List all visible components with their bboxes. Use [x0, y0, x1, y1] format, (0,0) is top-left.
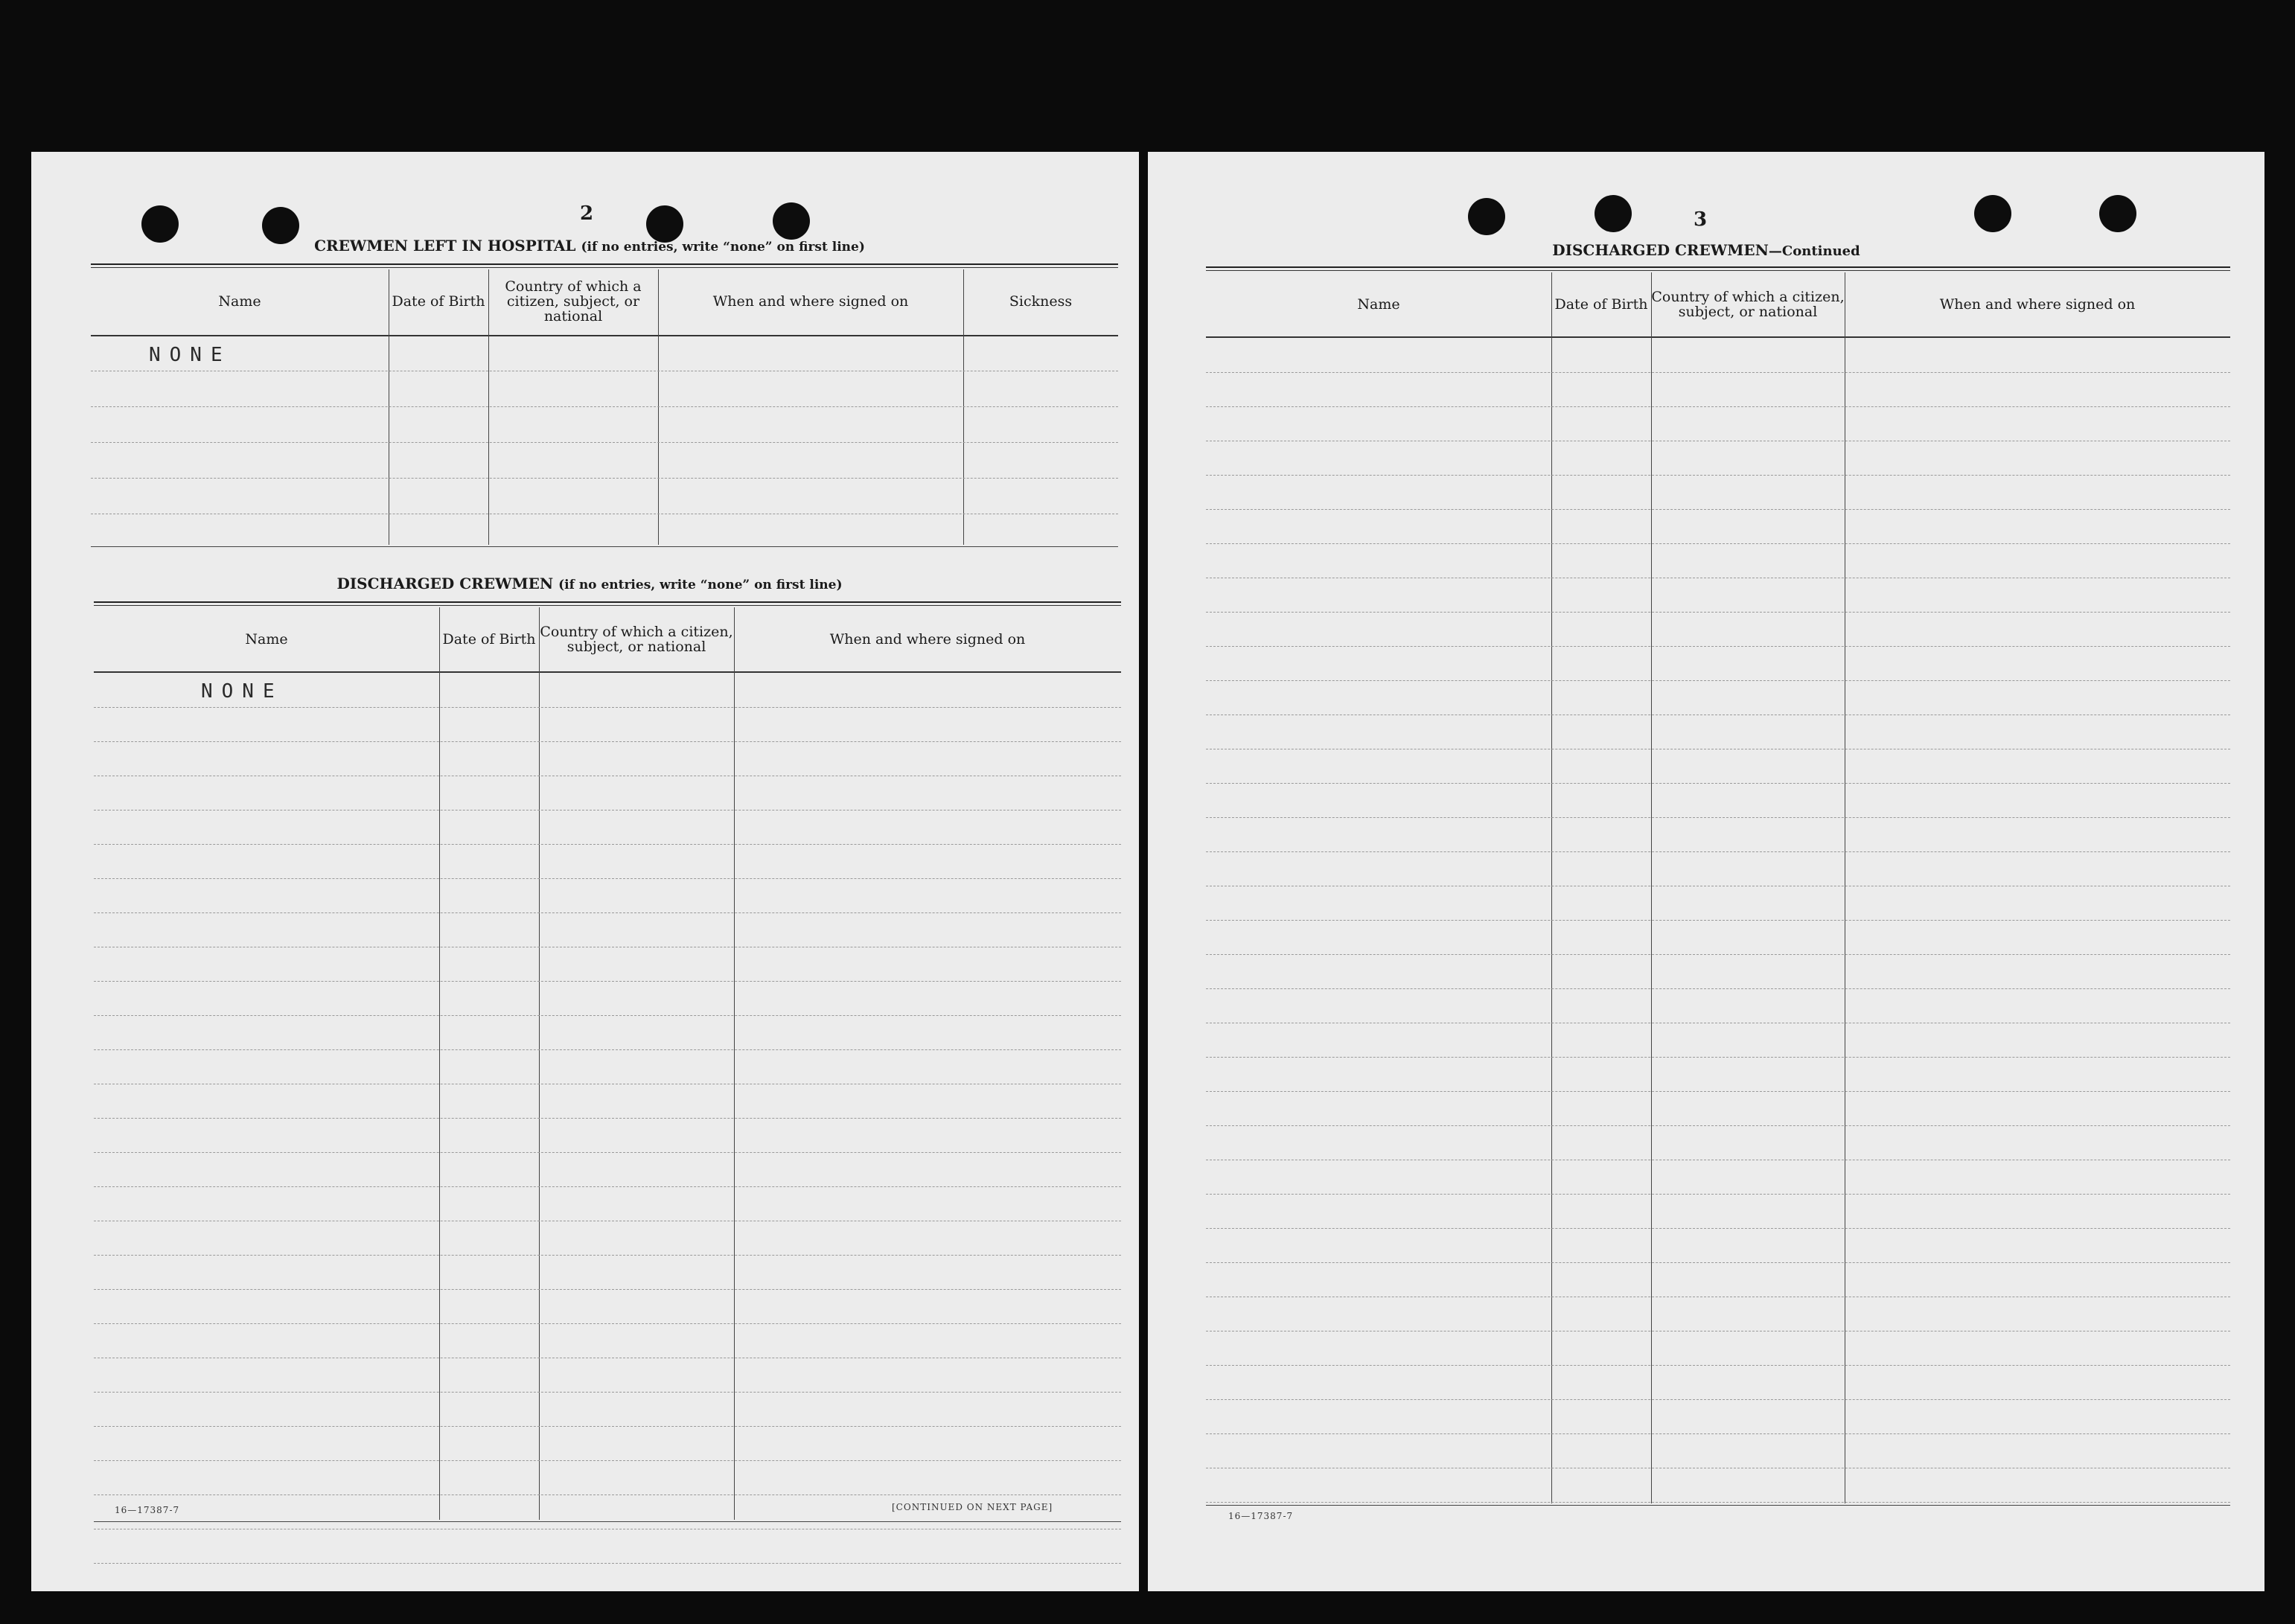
table-row [94, 810, 1121, 811]
table-row [1206, 406, 2230, 407]
page-number: 2 [579, 202, 594, 225]
discharged-continued-title [1408, 241, 2004, 259]
table-row [1206, 680, 2230, 681]
column-divider [439, 607, 440, 1520]
table-row [94, 1460, 1121, 1461]
table-row [94, 707, 1121, 708]
table-top-rule [1206, 266, 2230, 268]
table-row [1206, 1262, 2230, 1263]
table-row [94, 1152, 1121, 1153]
table-row [94, 981, 1121, 982]
table-row [1206, 1502, 2230, 1503]
header-rule [1206, 336, 2230, 338]
punch-hole [1595, 195, 1632, 232]
hospital-section-title [255, 237, 925, 255]
table-row [1206, 817, 2230, 818]
right-page [1148, 152, 2264, 1591]
table-row [1206, 1433, 2230, 1434]
table-row [1206, 1194, 2230, 1195]
col-header-name: Name [245, 631, 288, 648]
table-row [1206, 372, 2230, 373]
table-row [91, 442, 1118, 443]
table-row [94, 878, 1121, 879]
continued-note: [CONTINUED ON NEXT PAGE] [892, 1502, 1053, 1512]
col-header-country: Country of which a citizen, subject, or national [540, 624, 733, 655]
hospital-entry-none: NONE [149, 344, 232, 366]
column-divider [1651, 272, 1652, 1503]
table-row [94, 1563, 1121, 1564]
table-row [94, 1186, 1121, 1187]
punch-hole [2099, 195, 2136, 232]
col-header-date-of-birth: Date of Birth [1554, 296, 1648, 313]
col-header-sickness: Sickness [1009, 293, 1073, 310]
column-divider [488, 269, 489, 545]
punch-hole [141, 205, 179, 243]
table-row [1206, 1228, 2230, 1229]
discharged-title-text: DISCHARGED CREWMEN [1552, 241, 1769, 259]
punch-hole [1468, 198, 1505, 235]
table-row [94, 844, 1121, 845]
column-divider [963, 269, 964, 545]
table-top-rule [91, 263, 1118, 265]
table-row [1206, 1365, 2230, 1366]
page-number: 3 [1693, 208, 1708, 231]
column-divider [658, 269, 659, 545]
hospital-title-text: CREWMEN LEFT IN HOSPITAL [314, 237, 576, 255]
table-row [1206, 475, 2230, 476]
table-row [1206, 954, 2230, 955]
table-row [94, 741, 1121, 742]
table-top-rule [1206, 270, 2230, 271]
table-row [94, 1289, 1121, 1290]
header-rule [91, 335, 1118, 336]
table-row [1206, 612, 2230, 613]
table-row [1206, 920, 2230, 921]
table-row [94, 1049, 1121, 1050]
table-top-rule [91, 267, 1118, 268]
table-row [1206, 851, 2230, 852]
col-header-when-where: When and where signed on [829, 631, 1026, 648]
table-row [1206, 1125, 2230, 1126]
hospital-instruction: (if no entries, write “none” on first line) [581, 240, 865, 255]
table-row [94, 1392, 1121, 1393]
table-row [94, 1118, 1121, 1119]
table-top-rule [94, 601, 1121, 603]
discharged-table [94, 601, 1121, 1569]
discharged-continued-table [1206, 266, 2230, 1502]
table-row [91, 406, 1118, 407]
col-header-when-where: When and where signed on [1939, 296, 2136, 313]
left-page [31, 152, 1139, 1591]
discharged-instruction: (if no entries, write “none” on first line) [558, 578, 843, 592]
column-divider [1551, 272, 1552, 1503]
col-header-country: Country of which a citizen, subject, or national [505, 278, 642, 325]
table-row [94, 1255, 1121, 1256]
table-row [94, 1015, 1121, 1016]
table-row [1206, 543, 2230, 544]
table-row [94, 912, 1121, 913]
table-bottom-rule [91, 546, 1118, 547]
table-row [1206, 646, 2230, 647]
col-header-name: Name [1357, 296, 1400, 313]
table-top-rule [94, 605, 1121, 606]
col-header-date-of-birth: Date of Birth [442, 631, 536, 648]
col-header-name: Name [218, 293, 261, 310]
table-row [1206, 1331, 2230, 1332]
table-row [94, 1494, 1121, 1495]
table-row [1206, 988, 2230, 989]
col-header-country: Country of which a citizen, subject, or national [1651, 289, 1845, 320]
table-row [1206, 1091, 2230, 1092]
col-header-when-where: When and where signed on [712, 293, 909, 310]
table-row [94, 1426, 1121, 1427]
form-code: 16—17387-7 [115, 1505, 180, 1515]
table-bottom-rule [94, 1521, 1121, 1522]
table-row [1206, 509, 2230, 510]
column-divider [734, 607, 735, 1520]
discharged-entry-none: NONE [201, 680, 284, 703]
header-rule [94, 671, 1121, 673]
table-bottom-rule [1206, 1505, 2230, 1506]
table-row [94, 1323, 1121, 1324]
table-row [1206, 1399, 2230, 1400]
table-row [1206, 1057, 2230, 1058]
hospital-table [91, 263, 1118, 549]
discharged-title-text: DISCHARGED CREWMEN [336, 575, 554, 592]
form-code: 16—17387-7 [1228, 1511, 1294, 1521]
continued-label: —Continued [1768, 243, 1860, 259]
table-row [91, 478, 1118, 479]
discharged-section-title [255, 575, 925, 592]
punch-hole [773, 202, 810, 240]
table-row [1206, 783, 2230, 784]
col-header-date-of-birth: Date of Birth [392, 293, 485, 310]
punch-hole [1974, 195, 2011, 232]
column-divider [539, 607, 540, 1520]
